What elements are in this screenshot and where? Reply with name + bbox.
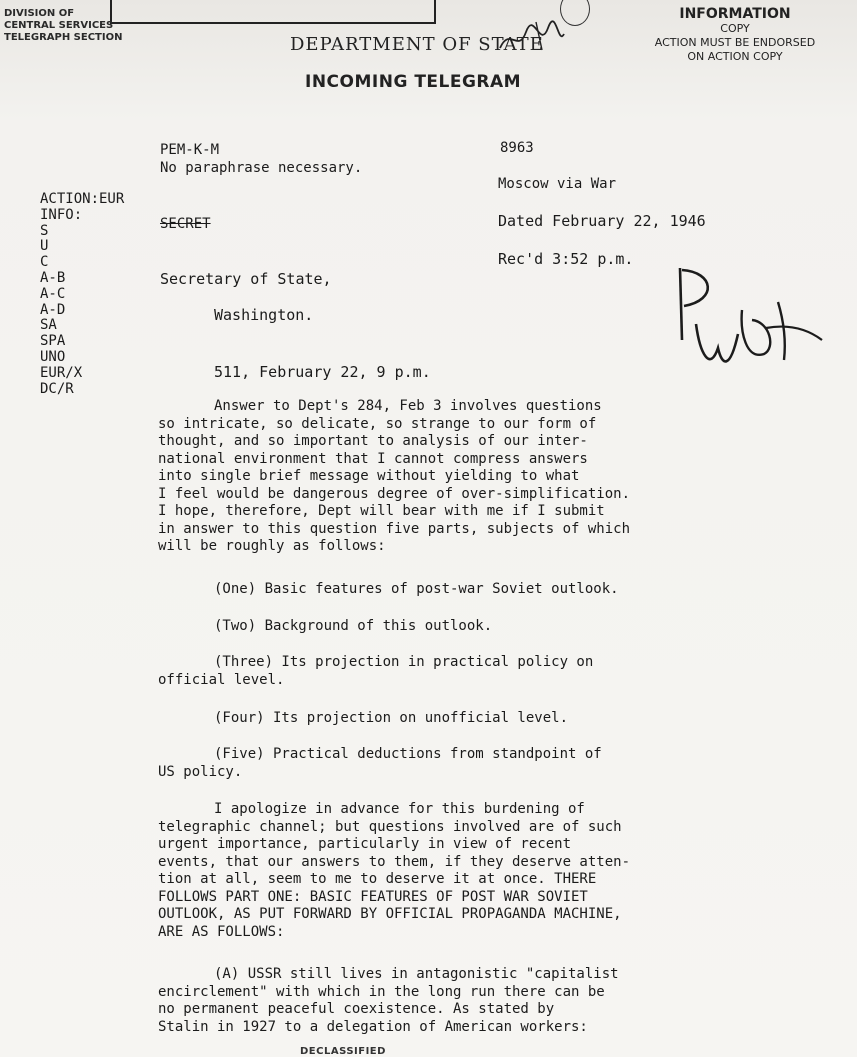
- text-line: (One) Basic features of post-war Soviet outlook.: [214, 581, 619, 597]
- paragraph-intro: [158, 398, 798, 556]
- division-line: TELEGRAPH SECTION: [4, 32, 123, 43]
- origin: Moscow via War: [498, 176, 617, 192]
- division-stamp: [4, 8, 154, 44]
- routing-code: C: [40, 254, 49, 271]
- list-item: [158, 618, 798, 636]
- text-line: Answer to Dept's 284, Feb 3 involves questions: [214, 398, 602, 414]
- address-to: Secretary of State,: [160, 270, 332, 288]
- text-line: I feel would be dangerous degree of over-simplification.: [158, 485, 631, 502]
- text-line: events, that our answers to them, if they deserve atten-: [158, 853, 631, 870]
- information-copy-block: [635, 6, 835, 64]
- routing-code: U: [40, 238, 49, 255]
- page-title: INCOMING TELEGRAM: [305, 72, 522, 92]
- list-item: [158, 654, 798, 689]
- text-line: official level.: [158, 671, 285, 688]
- routing-code: SA: [40, 317, 57, 334]
- routing-code: A-D: [40, 301, 66, 318]
- handwritten-scribble-icon: [496, 20, 568, 58]
- list-item: [158, 746, 798, 781]
- routing-code: SPA: [40, 333, 66, 350]
- text-line: so intricate, so delicate, so strange to our form of: [158, 415, 597, 432]
- text-line: I apologize in advance for this burdening of: [214, 801, 585, 817]
- text-line: tion at all, seem to me to deserve it at once. THERE: [158, 871, 597, 887]
- text-line: into single brief message without yielding to what: [158, 468, 580, 484]
- info-action-line: ON ACTION COPY: [687, 50, 783, 63]
- paragraph-part-a: [158, 966, 798, 1036]
- text-line: (Four) Its projection on unofficial level.: [214, 710, 569, 726]
- division-line: CENTRAL SERVICES: [4, 20, 114, 31]
- text-line: FOLLOWS PART ONE: BASIC FEATURES OF POST WAR SOVIET: [158, 888, 588, 905]
- text-line: encirclement" with which in the long run there can be: [158, 983, 605, 1000]
- header-stamp-box: [110, 0, 436, 24]
- routing-code: S: [40, 222, 49, 239]
- text-line: urgent importance, particularly in view of recent: [158, 836, 572, 852]
- routing-code: A-C: [40, 285, 66, 302]
- division-line: DIVISION OF: [4, 8, 75, 19]
- text-line: ARE AS FOLLOWS:: [158, 923, 285, 940]
- list-item: [158, 581, 798, 599]
- text-line: national environment that I cannot compress answers: [158, 450, 588, 467]
- info-action-line: ACTION MUST BE ENDORSED: [654, 36, 816, 49]
- routing-info-label: INFO:: [40, 206, 83, 223]
- message-reference: 511, February 22, 9 p.m.: [214, 363, 431, 381]
- dated: Dated February 22, 1946: [498, 212, 706, 230]
- classification-struck: SECRET: [160, 216, 211, 232]
- paragraph-apology: [158, 801, 798, 941]
- text-line: OUTLOOK, AS PUT FORWARD BY OFFICIAL PROPAGANDA MACHINE,: [158, 906, 622, 922]
- address-city: Washington.: [214, 306, 314, 324]
- text-line: US policy.: [158, 763, 243, 780]
- text-line: (Five) Practical deductions from standpoint of: [214, 746, 602, 762]
- text-line: will be roughly as follows:: [158, 538, 386, 554]
- list-item: [158, 710, 798, 728]
- routing-action: ACTION:EUR: [40, 191, 125, 207]
- department-heading: DEPARTMENT OF STATE: [290, 34, 544, 55]
- routing-code: UNO: [40, 348, 66, 365]
- text-line: telegraphic channel; but questions involved are of such: [158, 818, 622, 835]
- text-line: (A) USSR still lives in antagonistic "capitalist: [214, 966, 619, 982]
- telegram-code: PEM-K-M: [160, 142, 220, 158]
- text-line: thought, and so important to analysis of our inter-: [158, 433, 588, 449]
- paraphrase-note: No paraphrase necessary.: [160, 160, 363, 176]
- handwritten-initials-icon: [666, 262, 826, 382]
- text-line: I hope, therefore, Dept will bear with me if I submit: [158, 503, 605, 519]
- routing-code: A-B: [40, 269, 66, 286]
- text-line: (Two) Background of this outlook.: [214, 618, 493, 634]
- routing-code: DC/R: [40, 380, 74, 397]
- text-line: (Three) Its projection in practical policy on: [214, 654, 594, 670]
- telegram-number: 8963: [500, 140, 534, 156]
- text-line: no permanent peaceful coexistence. As stated by: [158, 1001, 555, 1017]
- routing-list: [40, 192, 124, 397]
- info-title: INFORMATION: [679, 6, 791, 22]
- text-line: Stalin in 1927 to a delegation of American workers:: [158, 1018, 588, 1035]
- info-copy: COPY: [720, 22, 750, 35]
- declassified-stamp: DECLASSIFIED: [300, 1046, 386, 1057]
- received-time: Rec'd 3:52 p.m.: [498, 250, 634, 268]
- routing-code: EUR/X: [40, 364, 83, 381]
- text-line: in answer to this question five parts, subjects of which: [158, 520, 631, 537]
